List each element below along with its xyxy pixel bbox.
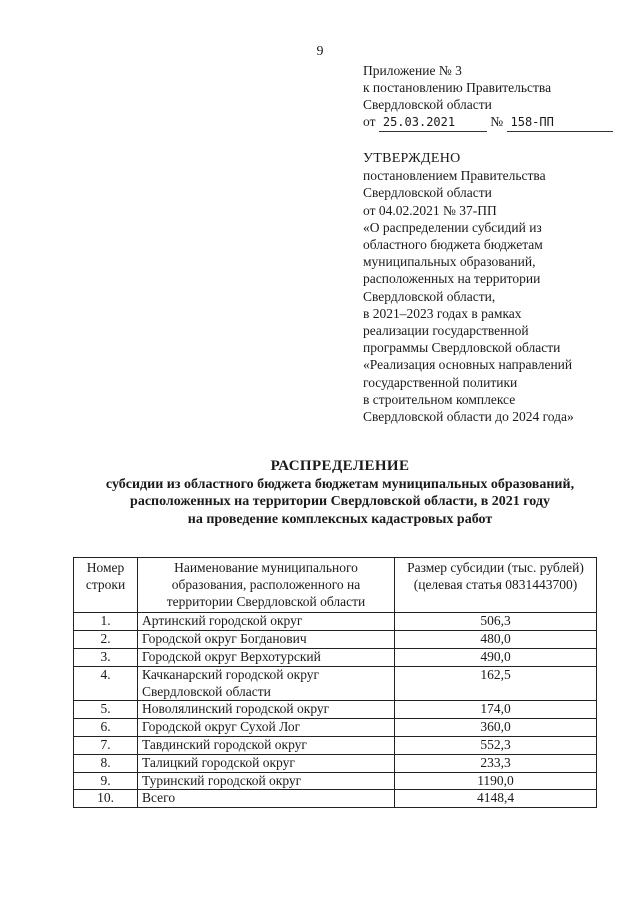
row-number: 9. — [74, 772, 138, 790]
row-number: 3. — [74, 648, 138, 666]
from-label: от — [363, 114, 376, 129]
subsidy-amount: 480,0 — [395, 631, 597, 649]
heading-line: расположенных на территории Свердловской области, в 2021 году — [130, 494, 550, 509]
table-row — [74, 666, 597, 701]
heading-subtitle — [60, 476, 620, 529]
approved-line: Свердловской области до 2024 года» — [363, 409, 574, 425]
approved-title: УТВЕРЖДЕНО — [363, 151, 461, 166]
table-row — [74, 631, 597, 649]
approved-line: Свердловской области, — [363, 288, 496, 304]
row-number: 8. — [74, 754, 138, 772]
distribution-table — [73, 557, 597, 808]
row-number: 6. — [74, 719, 138, 737]
table-row — [74, 648, 597, 666]
municipality-name: Тавдинский городской округ — [138, 736, 395, 754]
document-heading — [60, 458, 620, 528]
header-subsidy-amount: Размер субсидии (тыс. рублей) (целевая статья 0831443700) — [395, 558, 597, 613]
appendix-block — [363, 62, 613, 132]
header-row-number: Номер строки — [74, 558, 138, 613]
approved-line: постановлением Правительства — [363, 168, 546, 184]
page-number: 9 — [316, 44, 324, 59]
table-body — [74, 613, 597, 808]
table-row — [74, 719, 597, 737]
subsidy-amount: 490,0 — [395, 648, 597, 666]
municipality-name: Городской округ Верхотурский — [138, 648, 395, 666]
approved-line: областного бюджета бюджетам — [363, 237, 543, 253]
subsidy-amount: 233,3 — [395, 754, 597, 772]
subsidy-amount: 4148,4 — [395, 790, 597, 808]
resolution-number: 158-ПП — [507, 114, 613, 132]
approved-line: муниципальных образований, — [363, 254, 536, 270]
appendix-date-line — [363, 113, 613, 132]
subsidy-amount: 1190,0 — [395, 772, 597, 790]
row-number: 10. — [74, 790, 138, 808]
number-label: № — [490, 114, 504, 129]
municipality-name: Городской округ Сухой Лог — [138, 719, 395, 737]
subsidy-amount: 552,3 — [395, 736, 597, 754]
row-number: 4. — [74, 666, 138, 701]
municipality-name: Городской округ Богданович — [138, 631, 395, 649]
approved-line: в 2021–2023 годах в рамках — [363, 305, 522, 321]
municipality-name: Артинский городской округ — [138, 613, 395, 631]
subsidy-amount: 360,0 — [395, 719, 597, 737]
municipality-name: Талицкий городской округ — [138, 754, 395, 772]
approved-line: программы Свердловской области — [363, 340, 561, 356]
appendix-line-2: к постановлению Правительства — [363, 80, 552, 95]
heading-title: РАСПРЕДЕЛЕНИЕ — [270, 458, 410, 474]
table-row — [74, 790, 597, 808]
row-number: 2. — [74, 631, 138, 649]
approved-line: «О распределении субсидий из — [363, 219, 542, 235]
approved-line: «Реализация основных направлений — [363, 357, 573, 373]
row-number: 7. — [74, 736, 138, 754]
municipality-name: Новолялинский городской округ — [138, 701, 395, 719]
municipality-name: Качканарский городской округ Свердловской области — [138, 666, 395, 701]
approved-line: государственной политики — [363, 374, 518, 390]
table-row — [74, 754, 597, 772]
header-municipality: Наименование муниципального образования, расположенного на территории Свердловской области — [138, 558, 395, 613]
appendix-line-1: Приложение № 3 — [363, 63, 462, 78]
table-row — [74, 772, 597, 790]
row-number: 1. — [74, 613, 138, 631]
resolution-date: 25.03.2021 — [379, 114, 487, 132]
table-row — [74, 736, 597, 754]
table-row — [74, 701, 597, 719]
approved-line: реализации государственной — [363, 323, 529, 339]
subsidy-amount: 174,0 — [395, 701, 597, 719]
table-row — [74, 613, 597, 631]
subsidy-amount: 162,5 — [395, 666, 597, 701]
municipality-name: Всего — [138, 790, 395, 808]
approved-line: в строительном комплексе — [363, 391, 516, 407]
approved-line: Свердловской области — [363, 185, 492, 201]
approved-text — [363, 167, 574, 425]
municipality-name: Туринский городской округ — [138, 772, 395, 790]
heading-line: субсидии из областного бюджета бюджетам муниципальных образований, — [105, 476, 575, 492]
approved-line: расположенных на территории — [363, 271, 541, 287]
approved-line: от 04.02.2021 № 37-ПП — [363, 202, 497, 218]
row-number: 5. — [74, 701, 138, 719]
heading-line: на проведение комплексных кадастровых работ — [187, 511, 493, 527]
subsidy-amount: 506,3 — [395, 613, 597, 631]
approved-block — [363, 150, 574, 425]
appendix-line-3: Свердловской области — [363, 97, 492, 112]
table-header-row — [74, 558, 597, 613]
